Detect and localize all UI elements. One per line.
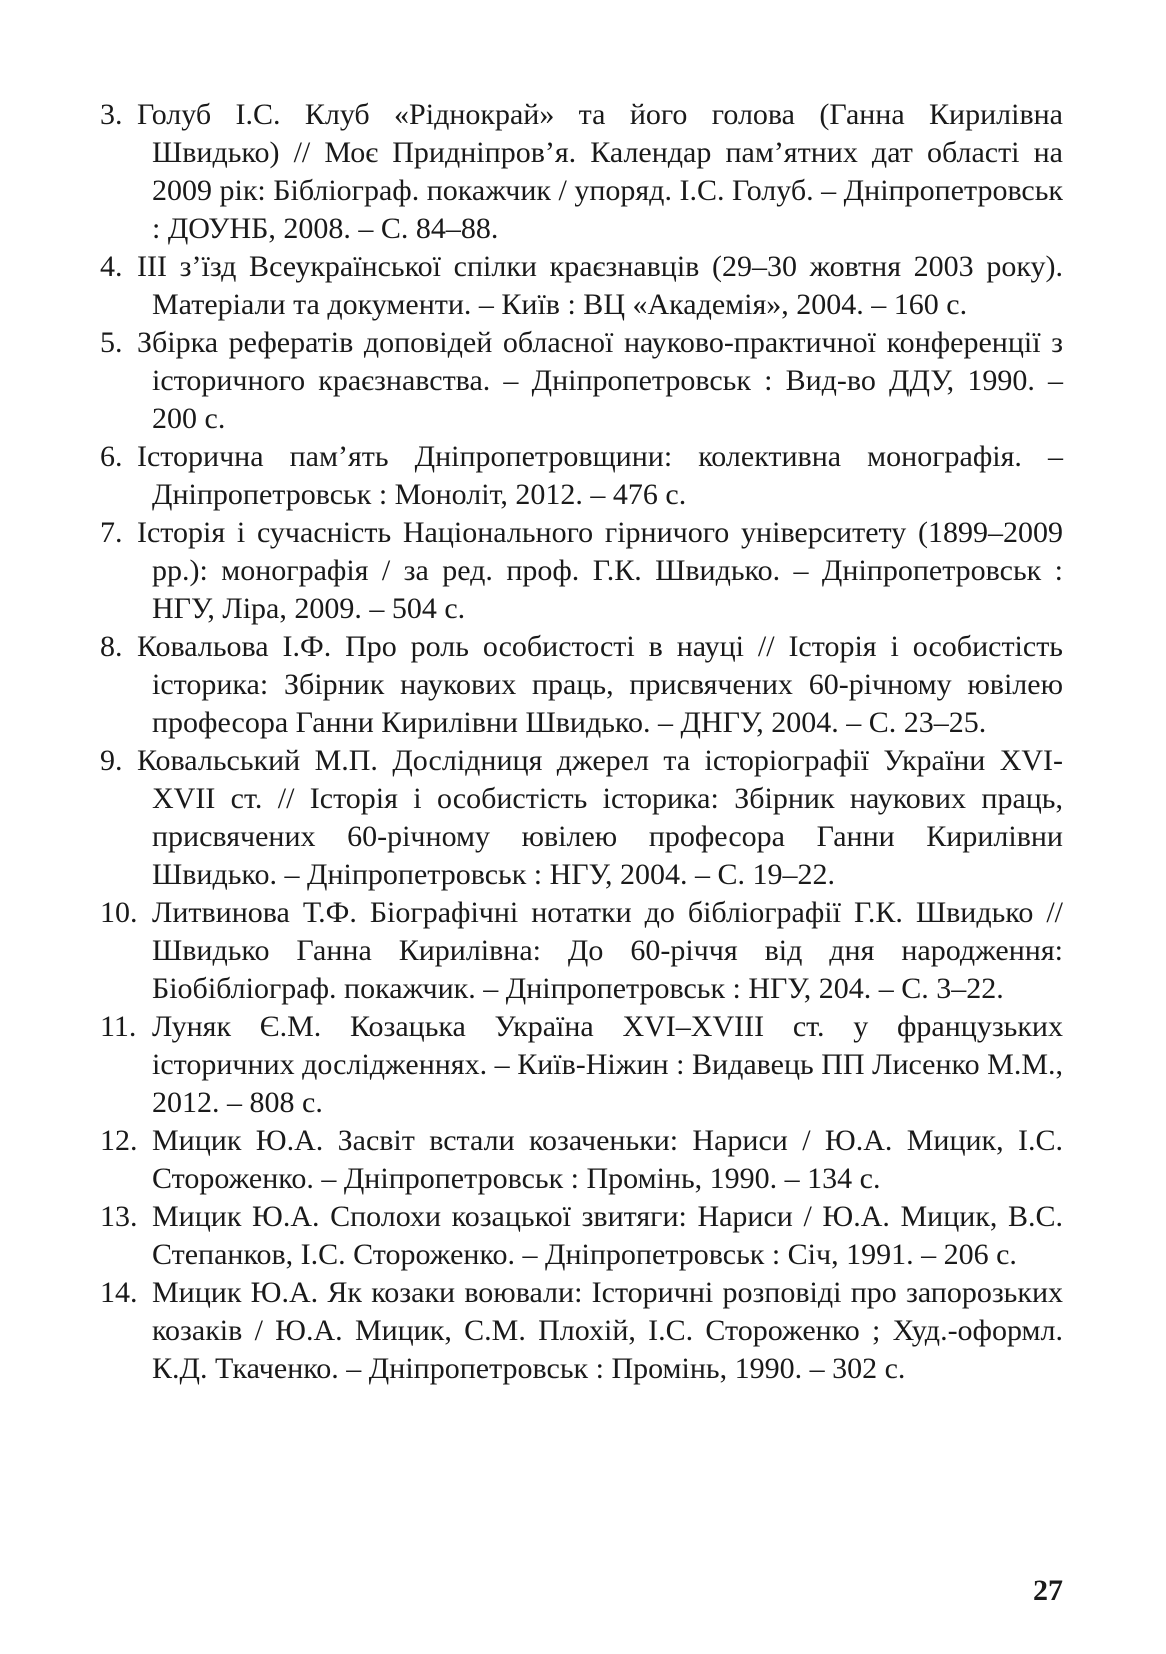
- reference-text: Литвинова Т.Ф. Біографічні нотатки до бібліографії Г.К. Швидько // Швидько Ганна Кирилівна: До 60-річчя від дня народження: Біобібліограф. покажчик. – Дніпропетровськ : НГУ, 204. – С. 3–22.: [152, 896, 1063, 1005]
- reference-number: 13.: [100, 1200, 138, 1233]
- reference-text: Голуб І.С. Клуб «Ріднокрай» та його голова (Ганна Кирилівна Швидько) // Моє Придніпров’я. Календар пам’ятних дат області на 2009 рік: Бібліограф. покажчик / упоряд. І.С. Голуб. – Дніпропетровськ : ДОУНБ, 2008. – С. 84–88.: [137, 98, 1063, 245]
- reference-item: [100, 1274, 1063, 1388]
- reference-text: Луняк Є.М. Козацька Україна XVI–XVIII ст. у французьких історичних дослідженнях. – Київ-Ніжин : Видавець ПП Лисенко М.М., 2012. – 808 с.: [152, 1010, 1063, 1119]
- reference-number: 7.: [100, 516, 123, 549]
- reference-item: [100, 1008, 1063, 1122]
- reference-text: ІІІ з’їзд Всеукраїнської спілки краєзнавців (29–30 жовтня 2003 року). Матеріали та документи. – Київ : ВЦ «Академія», 2004. – 160 с.: [137, 250, 1063, 321]
- page-number: 27: [1033, 1574, 1063, 1607]
- reference-number: 6.: [100, 440, 123, 473]
- reference-number: 5.: [100, 326, 123, 359]
- reference-item: [100, 248, 1063, 324]
- reference-item: [100, 628, 1063, 742]
- reference-text: Мицик Ю.А. Як козаки воювали: Історичні розповіді про запорозьких козаків / Ю.А. Мицик, С.М. Плохій, І.С. Стороженко ; Худ.-оформл. К.Д. Ткаченко. – Дніпропетровськ : Промінь, 1990. – 302 с.: [152, 1276, 1063, 1385]
- reference-item: [100, 514, 1063, 628]
- reference-item: [100, 438, 1063, 514]
- reference-number: 14.: [100, 1276, 138, 1309]
- reference-number: 12.: [100, 1124, 138, 1157]
- reference-list: [100, 96, 1063, 1388]
- reference-item: [100, 324, 1063, 438]
- reference-item: [100, 742, 1063, 894]
- reference-text: Збірка рефератів доповідей обласної науково-практичної конференції з історичного краєзнавства. – Дніпропетровськ : Вид-во ДДУ, 1990. – 200 с.: [137, 326, 1063, 435]
- reference-number: 9.: [100, 744, 123, 777]
- reference-text: Ковальова І.Ф. Про роль особистості в науці // Історія і особистість історика: Збірник наукових праць, присвячених 60-річному ювілею професора Ганни Кирилівни Швидько. – ДНГУ, 2004. – С. 23–25.: [137, 630, 1063, 739]
- reference-item: [100, 96, 1063, 248]
- reference-text: Мицик Ю.А. Засвіт встали козаченьки: Нариси / Ю.А. Мицик, І.С. Стороженко. – Дніпропетровськ : Промінь, 1990. – 134 с.: [152, 1124, 1063, 1195]
- reference-number: 8.: [100, 630, 123, 663]
- reference-text: Мицик Ю.А. Сполохи козацької звитяги: Нариси / Ю.А. Мицик, В.С. Степанков, І.С. Стороженко. – Дніпропетровськ : Січ, 1991. – 206 с.: [152, 1200, 1063, 1271]
- reference-text: Історична пам’ять Дніпропетровщини: колективна монографія. – Дніпропетровськ : Моноліт, 2012. – 476 с.: [137, 440, 1063, 511]
- reference-number: 10.: [100, 896, 138, 929]
- reference-number: 11.: [100, 1010, 137, 1043]
- reference-item: [100, 894, 1063, 1008]
- reference-number: 3.: [100, 98, 123, 131]
- reference-text: Історія і сучасність Національного гірничого університету (1899–2009 рр.): монографія / за ред. проф. Г.К. Швидько. – Дніпропетровськ : НГУ, Ліра, 2009. – 504 с.: [137, 516, 1063, 625]
- reference-text: Ковальський М.П. Дослідниця джерел та історіографії України XVI-XVII ст. // Історія і особистість історика: Збірник наукових праць, присвячених 60-річному ювілею професора Ганни Кирилівни Швидько. – Дніпропетровськ : НГУ, 2004. – С. 19–22.: [137, 744, 1063, 891]
- reference-number: 4.: [100, 250, 123, 283]
- reference-item: [100, 1122, 1063, 1198]
- reference-item: [100, 1198, 1063, 1274]
